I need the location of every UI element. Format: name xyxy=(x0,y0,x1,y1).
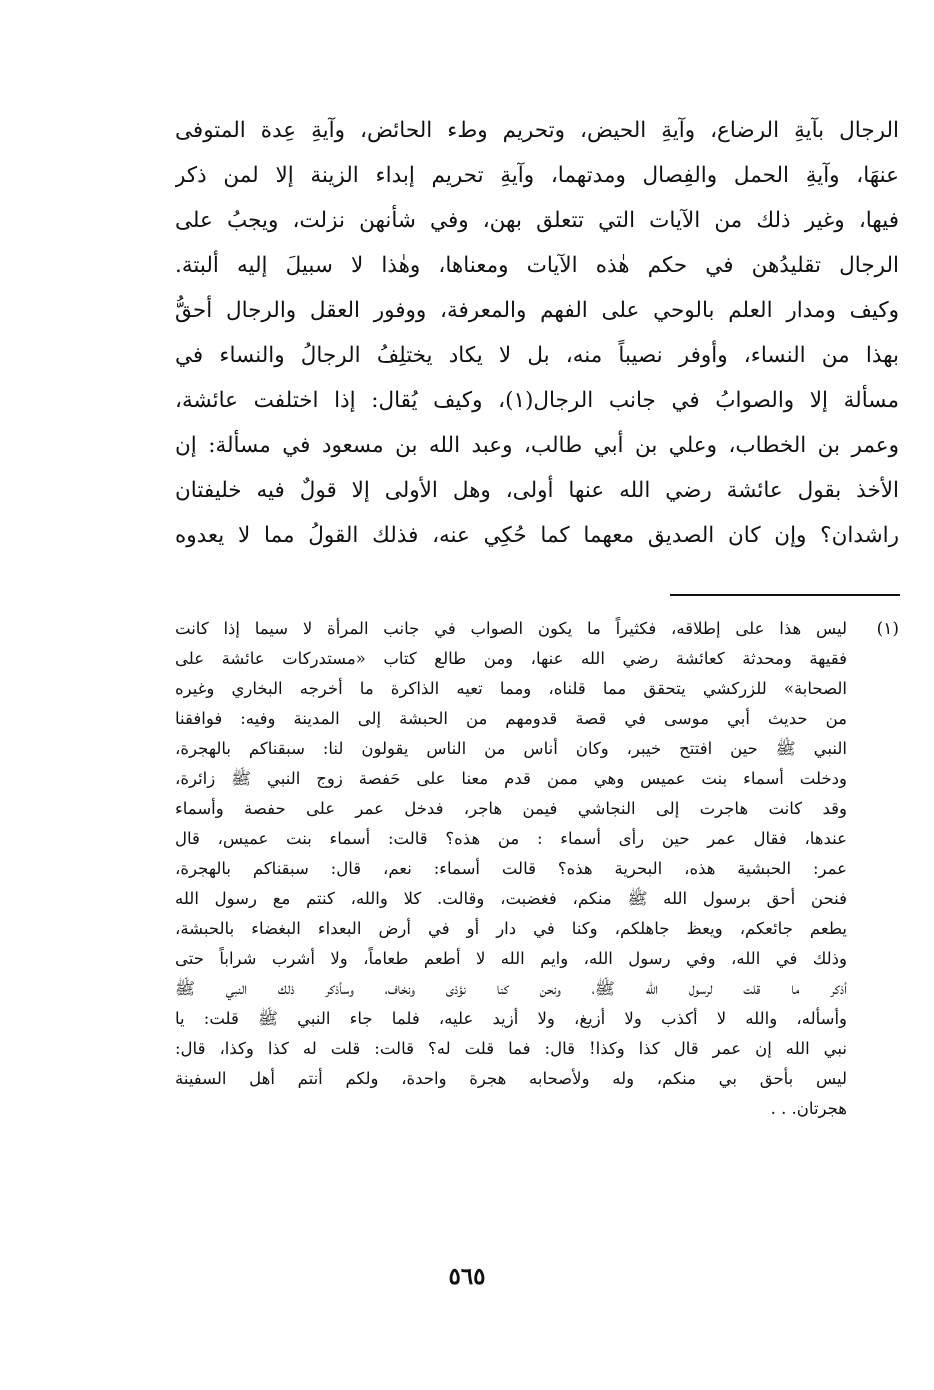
footnote-separator xyxy=(670,594,900,596)
footnote-line: الصحابة» للزركشي يتحقق مما قلناه، ومما تعيه الذاكرة ما أخرجه البخاري وغيره xyxy=(175,679,847,698)
footnote-number: (١) xyxy=(876,619,899,639)
main-text xyxy=(175,108,899,558)
main-line: مسألة إلا والصوابُ في جانب الرجال(١)، وكيف يُقال: إذا اختلفت عائشة، xyxy=(175,388,899,413)
footnote-line: عندها، فقال عمر حين رأى أسماء : من هذه؟ قالت: أسماء بنت عميس، قال xyxy=(175,829,847,848)
footnote-line: من حديث أبي موسى في قصة قدومهم من الحبشة إلى المدينة وفيه: فوافقنا xyxy=(175,709,847,728)
footnote-line: وقد كانت هاجرت إلى النجاشي فيمن هاجر، فدخل عمر على حفصة وأسماء xyxy=(175,799,847,818)
main-line: وكيف ومدار العلم بالوحي على الفهم والمعرفة، ووفور العقل والرجال أحقُّ xyxy=(175,298,899,323)
footnote-line: يطعم جائعكم، ويعظ جاهلكم، وكنا في دار أو في أرض البعداء البغضاء بالحبشة، xyxy=(175,919,847,938)
footnote-line: ليس بأحق بي منكم، وله ولأصحابه هجرة واحدة، ولكم أنتم أهل السفينة xyxy=(175,1069,847,1088)
footnote-line: هجرتان. . . xyxy=(770,1099,847,1118)
main-line: الرجال تقليدُهن في حكم هٰذه الآيات ومعناها، وهٰذا لا سبيلَ إليه ألبتة. xyxy=(175,253,899,278)
footnote xyxy=(175,614,899,1124)
main-line: فيها، وغير ذلك من الآيات التي تتعلق بهن، وفي شأنهن نزلت، ويجبُ على xyxy=(175,208,899,233)
footnote-line: أذكر ما قلت لرسول الله ﷺ، ونحن كنا نؤذى ونخاف، وسأذكر ذلك النبي ﷺ xyxy=(175,979,847,998)
footnote-line: ليس هذا على إطلاقه، فكثيراً ما يكون الصواب في جانب المرأة لا سيما إذا كانت xyxy=(175,619,847,638)
footnote-line: عمر: الحبشية هذه، البحرية هذه؟ قالت أسماء: نعم، قال: سبقناكم بالهجرة، xyxy=(175,859,847,878)
main-line: الرجال بآيةِ الرضاع، وآيةِ الحيض، وتحريم وطء الحائض، وآيةِ عِدة المتوفى xyxy=(175,118,899,143)
footnote-line: وذلك في الله، وفي رسول الله، وايم الله لا أطعم طعاماً، ولا أشرب شراباً حتى xyxy=(175,949,847,968)
footnote-line: النبي ﷺ حين افتتح خيبر، وكان أناس من الناس يقولون لنا: سبقناكم بالهجرة، xyxy=(175,739,847,758)
main-line: راشدان؟ وإن كان الصديق معهما كما حُكِي عنه، فذلك القولُ مما لا يعدوه xyxy=(175,523,899,548)
footnote-line: فنحن أحق برسول الله ﷺ منكم، فغضبت، وقالت. كلا والله، كنتم مع رسول الله xyxy=(175,889,847,908)
footnote-line: ودخلت أسماء بنت عميس وهي ممن قدم معنا على حَفصة زوج النبي ﷺ زائرة، xyxy=(175,769,847,788)
footnote-first-line-row xyxy=(175,614,899,644)
main-line: الأخذ بقول عائشة رضي الله عنها أولى، وهل الأولى إلا قولٌ فيه خليفتان xyxy=(175,478,899,503)
footnote-line: نبي الله إن عمر قال كذا وكذا! قال: فما قلت له؟ قالت: قلت له كذا وكذا، قال: xyxy=(175,1039,847,1058)
main-line: وعمر بن الخطاب، وعلي بن أبي طالب، وعبد الله بن مسعود في مسألة: إن xyxy=(175,433,899,458)
footnote-continuation xyxy=(175,644,899,1124)
main-line: عنهَا، وآيةِ الحمل والفِصال ومدتهما، وآيةِ تحريم إبداء الزينة إلا لمن ذكر xyxy=(175,163,899,188)
footnote-line: فقيهة ومحدثة كعائشة رضي الله عنها، ومن طالع كتاب «مستدركات عائشة على xyxy=(175,649,847,668)
main-line: بهذا من النساء، وأوفر نصيباً منه، بل لا يكاد يختلِفُ الرجالُ والنساء في xyxy=(175,343,899,368)
page-number: ٥٦٥ xyxy=(448,1263,486,1290)
footnote-body xyxy=(175,614,847,644)
footnote-line: وأسأله، والله لا أكذب ولا أزيغ، ولا أزيد عليه، فلما جاء النبي ﷺ قلت: يا xyxy=(175,1009,847,1028)
